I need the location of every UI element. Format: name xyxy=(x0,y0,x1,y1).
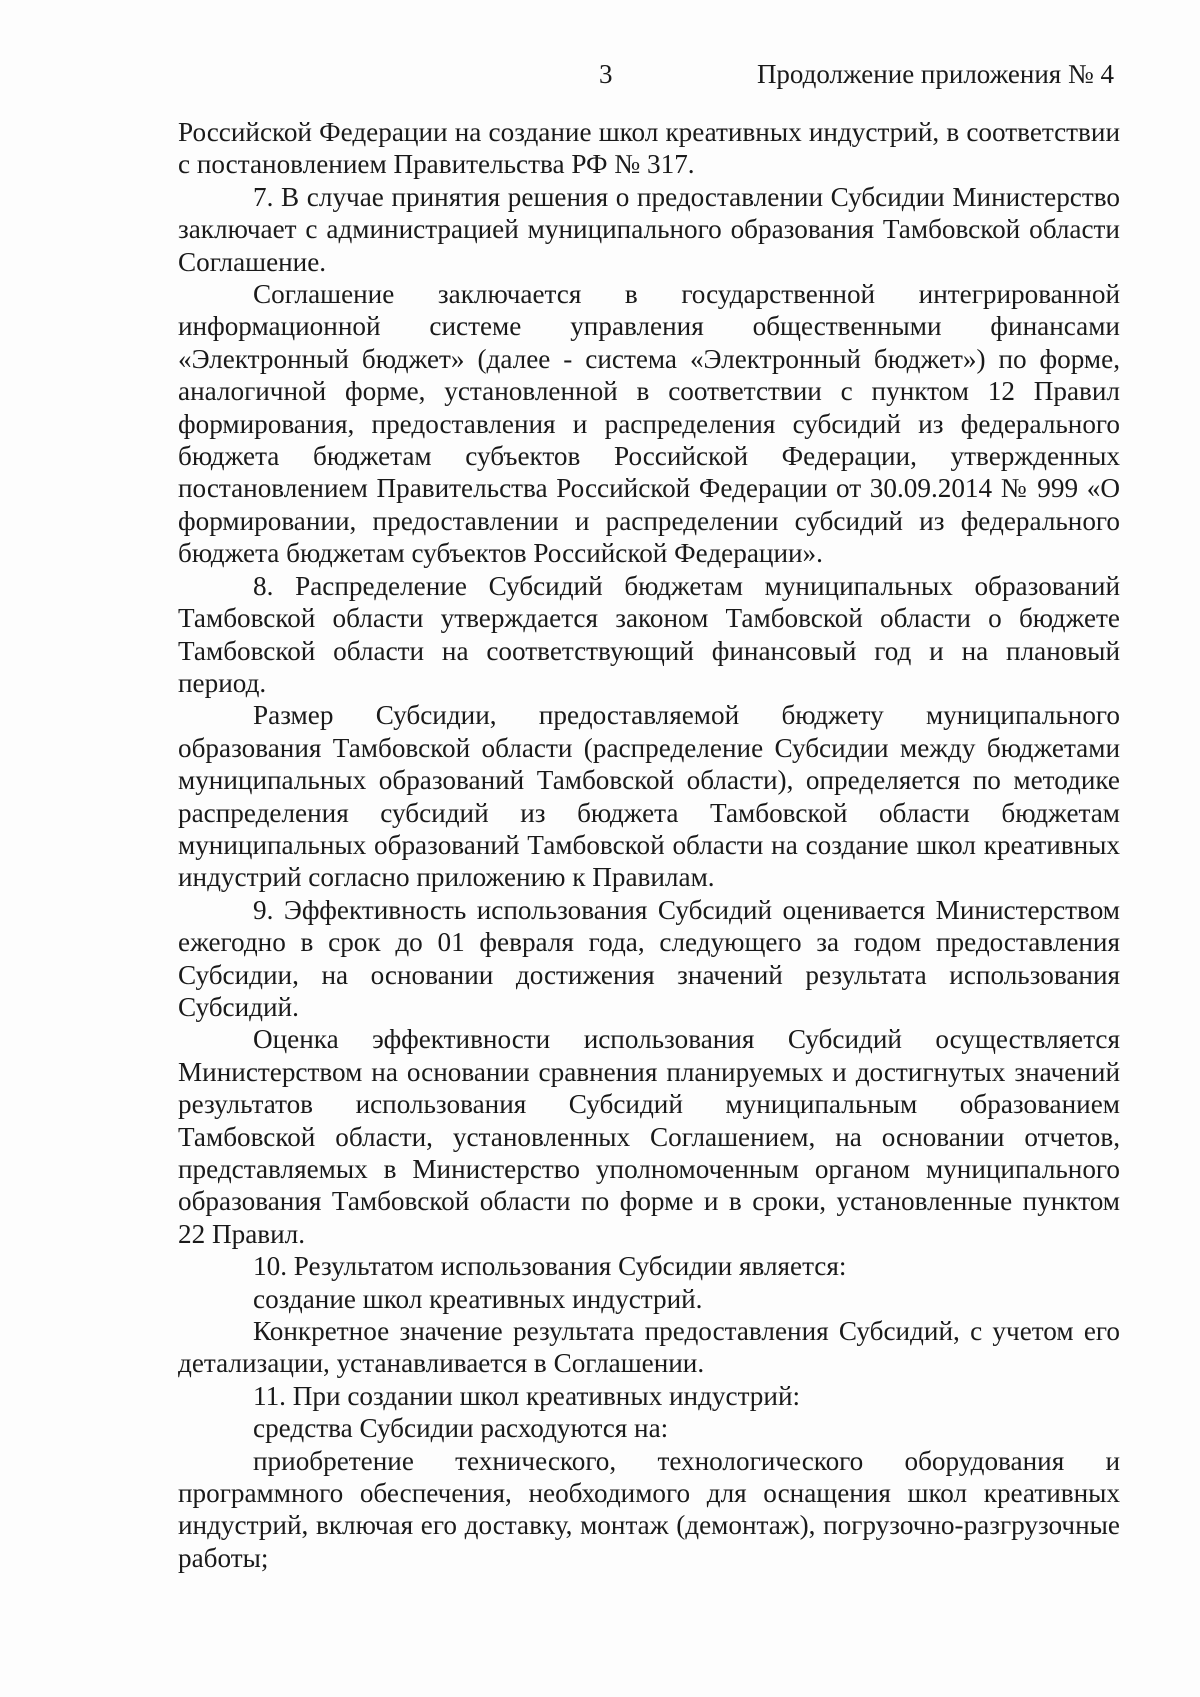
paragraph-agreement: Соглашение заключается в государственной интегрированной информационной системе управления общественными финансами «Электронный бюджет» (далее - система «Электронный бюджет») по форме, аналогичной форме, установленной в соответствии с пунктом 12 Правил формирования, предоставления и распределения субсидий из федерального бюджета бюджетам субъектов Российской Федерации, утвержденных постановлением Правительства Российской Федерации от 30.09.2014 № 999 «О формировании, предоставлении и распределении субсидий из федерального бюджета бюджетам субъектов Российской Федерации». xyxy=(178,279,1120,569)
paragraph-item-9: 9. Эффективность использования Субсидий оценивается Министерством ежегодно в срок до 01 февраля года, следующего за годом предоставления Субсидии, на основании достижения значений результата использования Субсидий. xyxy=(178,894,1120,1022)
paragraph-result-value: создание школ креативных индустрий. xyxy=(253,1283,703,1314)
page-number: 3 xyxy=(599,59,613,89)
paragraph-efficiency-evaluation: Оценка эффективности использования Субсидий осуществляется Министерством на основании сравнения планируемых и достигнутых значений результатов использования Субсидий муниципальным образованием Тамбовской области, установленных Соглашением, на основании отчетов, представляемых в Министерство уполномоченным органом муниципального образования Тамбовской области по форме и в сроки, установленные пунктом 22 Правил. xyxy=(178,1024,1120,1249)
paragraph-item-7: 7. В случае принятия решения о предоставлении Субсидии Министерство заключает с администрацией муниципального образования Тамбовской области Соглашение. xyxy=(178,181,1120,277)
paragraph-item-11: 11. При создании школ креативных индустрий: xyxy=(253,1380,801,1411)
document-body xyxy=(178,116,1120,1574)
paragraph-item-8: 8. Распределение Субсидий бюджетам муниципальных образований Тамбовской области утверждается законом Тамбовской области о бюджете Тамбовской области на соответствующий финансовый год и на плановый период. xyxy=(178,570,1120,698)
paragraph-continuation: Российской Федерации на создание школ креативных индустрий, в соответствии с постановлением Правительства РФ № 317. xyxy=(178,117,1120,180)
appendix-continuation-label: Продолжение приложения № 4 xyxy=(756,59,1114,89)
page-header xyxy=(0,56,1200,92)
paragraph-equipment-purchase: приобретение технического, технологического оборудования и программного обеспечения, необходимого для оснащения школ креативных индустрий, включая его доставку, монтаж (демонтаж), погрузочно-разгрузочные работы; xyxy=(178,1445,1120,1573)
paragraph-specific-value: Конкретное значение результата предоставления Субсидий, с учетом его детализации, устанавливается в Соглашении. xyxy=(178,1316,1120,1379)
paragraph-subsidy-size: Размер Субсидии, предоставляемой бюджету муниципального образования Тамбовской области (распределение Субсидии между бюджетами муниципальных образований Тамбовской области), определяется по методике распределения субсидий из бюджета Тамбовской области бюджетам муниципальных образований Тамбовской области на создание школ креативных индустрий согласно приложению к Правилам. xyxy=(178,700,1120,893)
paragraph-item-10: 10. Результатом использования Субсидии является: xyxy=(253,1251,847,1282)
paragraph-funds-spent: средства Субсидии расходуются на: xyxy=(253,1413,669,1444)
